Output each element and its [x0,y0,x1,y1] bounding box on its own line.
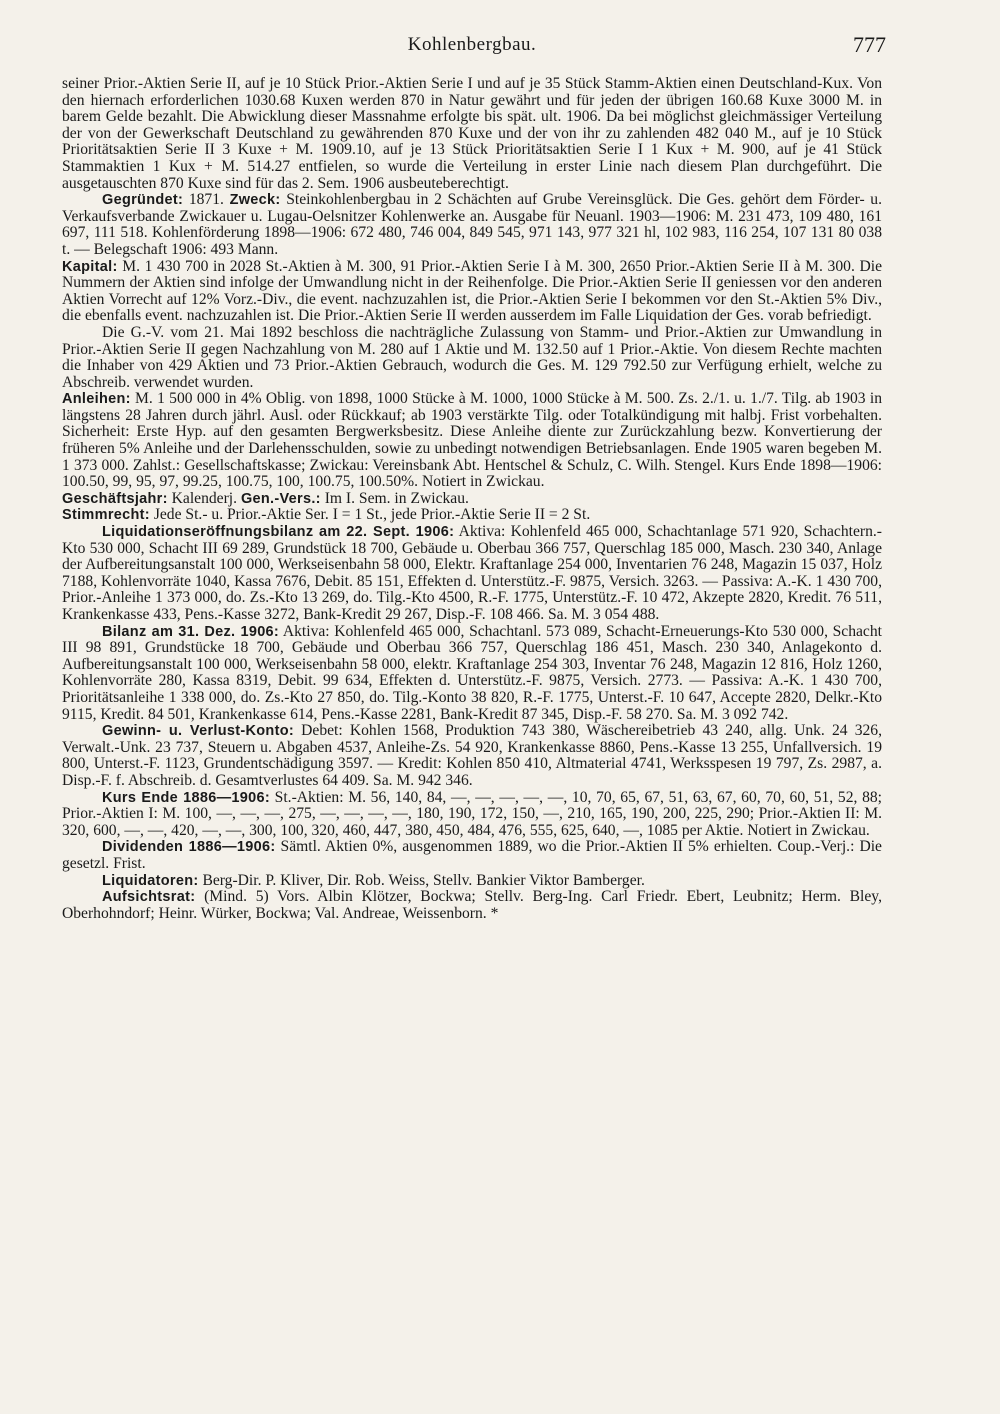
paragraph-text: Kalenderj. [171,489,241,507]
paragraph-geschaeftsjahr [62,491,882,508]
paragraph-liquidatoren [62,873,882,890]
paragraph-text: Sämtl. Aktien 0%, ausgenommen 1889, wo die Prior.-Aktien II 5% erhielten. Coup.-Verj.: Die gesetzl. Frist. [62,838,882,872]
paragraph-bilanz [62,624,882,724]
paragraph-text: Die G.-V. vom 21. Mai 1892 beschloss die nachträgliche Zulassung von Stamm- und Prior.-Aktien zur Umwandlung in Prior.-Aktien Serie II gegen Nachzahlung von M. 280 auf 1 Aktie und M. 132.50 auf 1 Prior.-Aktie. Von diesem Rechte machten die Inhaber von 429 Aktien und 73 Prior.-Aktien Gebrauch, wodurch die Ges. M. 129 792.50 zur Verfügung erhielt, welche zu Abschreib. verwendet wurden. [62,323,882,391]
label-liquidationsbilanz: Liquidationseröffnungsbilanz am 22. Sept. 1906: [102,524,455,541]
paragraph-aufsichtsrat [62,889,882,922]
paragraph-text: Aktiva: Kohlenfeld 465 000, Schachtanl. 573 089, Schacht-Erneuerungs-Kto 530 000, Schacht III 98 891, Grundstücke 18 700, Gebäude und Oberbau 366 757, Querschlag 186 451, Masch. 230 340, Anlagekonto d. Aufbereitungsanstalt 100 000, Werkseisenbahn 58 000, elektr. Kraftanlage 254 303, Inventar 76 248, Magazin 12 816, Holz 1260, Kohlenvorräte 280, Kassa 8319, Debit. 99 634, Effekten d. Unterstütz.-F. 9875, Versich. 2773. — Passiva: A.-K. 1 430 700, Prioritätsanleihe 1 338 000, do. Zs.-Kto 27 850, do. Tilg.-Konto 38 820, R.-F. 1775, Unterst.-F. 10 647, Accepte 2820, Delkr.-Kto 9115, Kredit. 84 501, Krankenkasse 614, Pens.-Kasse 2281, Bank-Kredit 87 345, Disp.-F. 58 270. Sa. M. 3 092 742. [62,622,882,723]
label-dividenden: Dividenden 1886—1906: [102,839,276,856]
label-gen-vers: Gen.-Vers.: [240,490,321,507]
paragraph-gv [62,325,882,391]
label-anleihen: Anleihen: [62,391,131,408]
paragraph-gewinn-verlust [62,723,882,789]
page-header [62,28,886,76]
paragraph-dividenden [62,839,882,872]
paragraph-liquidationsbilanz [62,524,882,624]
label-liquidatoren: Liquidatoren: [102,872,199,889]
paragraph-text: 1871. [188,191,230,209]
paragraph-text: Debet: Kohlen 1568, Produktion 743 380, Wäschereibetrieb 43 240, allg. Unk. 24 326, Verwalt.-Unk. 23 737, Steuern u. Abgaben 4537, Anleihe-Zs. 54 920, Krankenkasse 8860, Pens.-Kasse 13 255, Unfallversich. 19 800, Unterst.-F. 1123, Grundentschädigung 3597. — Kredit: Kohlen 850 410, Altmaterial 4741, Werksspesen 19 797, Zs. 2987, a. Disp.-F. f. Abschreib. d. Gesamtverlustes 64 409. Sa. M. 942 346. [62,722,882,789]
page-number: 777 [853,32,886,57]
paragraph-text: (Mind. 5) Vors. Albin Klötzer, Bockwa; Stellv. Berg-Ing. Carl Friedr. Ebert, Leubnitz; Herm. Bley, Oberhohndorf; Heinr. Würker, Bockwa; Val. Andreae, Weissenborn. * [62,888,882,922]
paragraph-kurs [62,790,882,840]
label-bilanz: Bilanz am 31. Dez. 1906: [102,623,280,640]
label-gegruendet: Gegründet: [102,192,184,209]
label-aufsichtsrat: Aufsichtsrat: [102,889,196,906]
label-geschaeftsjahr: Geschäftsjahr: [62,490,168,507]
paragraph-text: M. 1 430 700 in 2028 St.-Aktien à M. 300, 91 Prior.-Aktien Serie I à M. 300, 2650 Prior.-Aktien Serie II à M. 300. Die Nummern der Aktien sind infolge der Umwandlung nicht in der Reihenfolge. Die Prior.-Aktien Serie II geniessen vor den anderen Aktien Vorrecht auf 12% Vorz.-Div., die event. nachzuzahlen ist, die Prior.-Aktien Serie I bekommen vor den St.-Aktien 5% Div., die ebenfalls event. nachzuzahlen ist. Die Prior.-Aktien Serie II werden ausserdem im Falle Liquidation der Ges. vorab befriedigt. [62,257,882,325]
paragraph-text: M. 1 500 000 in 4% Oblig. von 1898, 1000 Stücke à M. 1000, 1000 Stücke à M. 500. Zs. 2./1. u. 1./7. Tilg. ab 1903 in längstens 28 Jahren durch jährl. Ausl. oder Rückkauf; ab 1903 verstärkte Tilg. oder Totalkündigung mit halbj. Frist vorbehalten. Sicherheit: Erste Hyp. auf den gesamten Bergwerksbesitz. Diese Anleihe diente zur Zurückzahlung bezw. Konvertierung der früheren 5% Anleihe und der Darlehensschulden, sowie zu unbedingt notwendigen Betriebsanlagen. Ende 1905 waren begeben M. 1 373 000. Zahlst.: Gesellschaftskasse; Zwickau: Vereinsbank Abt. Hentschel & Schulz, C. Wilh. Stengel. Kurs Ende 1898—1906: 100.50, 99, 95, 97, 99.25, 100.75, 100, 100.75, 100.50%. Notiert in Zwickau. [62,390,882,491]
running-head: Kohlenbergbau. [407,34,537,55]
label-zweck: Zweck: [229,192,281,209]
label-stimmrecht: Stimmrecht: [62,507,150,524]
body-text [62,76,882,922]
paragraph-stimmrecht [62,507,882,524]
paragraph-text: St.-Aktien: M. 56, 140, 84, —, —, —, —, —, 10, 70, 65, 67, 51, 63, 67, 60, 70, 60, 51, 52, 88; Prior.-Aktien I: M. 100, —, —, —, 275, —, —, —, —, 180, 190, 172, 150, —, 210, 165, 190, 200, 225, 290; Prior.-Aktien II: M. 320, 600, —, —, 420, —, —, 300, 100, 320, 460, 447, 380, 450, 484, 476, 555, 625, 640, —, 1085 per Aktie. Notiert in Zwickau. [62,788,883,839]
paragraph-text: seiner Prior.-Aktien Serie II, auf je 10 Stück Prior.-Aktien Serie I und auf je 35 Stück Stamm-Aktien einen Deutschland-Kux. Von den hiernach erforderlichen 1030.68 Kuxen werden 870 in Natur gewährt und für jeden der übrigen 160.68 Kuxe 3000 M. in barem Gelde bezahlt. Die Abwicklung dieser Massnahme erfolgte bis spät. ult. 1906. Da bei möglichst gleichmässiger Verteilung der von der Gewerkschaft Deutschland zu gewährenden 870 Kuxe und der von ihr zu zahlenden 482 040 M., auf je 10 Stück Prioritätsaktien Serie II 3 Kuxe + M. 1909.10, auf je 13 Stück Prioritätsaktien Serie I 1 Kux + M. 900, auf je 41 Stück Stammaktien 1 Kux + M. 514.27 entfielen, so wurde die Verteilung in erster Linie nach diesem Plan durchgeführt. Die ausgetauschten 870 Kuxe sind für das 2. Sem. 1906 ausbeuteberechtigt. [62,75,882,192]
paragraph-text: Aktiva: Kohlenfeld 465 000, Schachtanlage 571 920, Schachtern.-Kto 530 000, Schacht III 69 289, Grundstück 18 700, Gebäude u. Oberbau 366 757, Querschlag 185 000, Masch. 230 340, Anlage der Aufbereitungsanstalt 100 000, Werkseisenbahn 58 000, Elektr. Kraftanlage 254 000, Inventarien 76 248, Magazin 15 037, Holz 7188, Kohlenvorräte 1040, Kassa 7676, Debit. 85 151, Effekten d. Unterstütz.-F. 9875, Versich. 3263. — Passiva: A.-K. 1 430 700, Prior.-Anleihe 1 373 000, do. Zs.-Kto 13 269, do. Tilg.-Kto 4500, R.-F. 1775, Unterstütz.-F. 10 472, Akzepte 2820, Kredit. 76 511, Krankenkasse 433, Pens.-Kasse 3272, Bank-Kredit 29 267, Disp.-F. 108 466. Sa. M. 3 054 488. [62,523,882,623]
paragraph-text: Berg-Dir. P. Kliver, Dir. Rob. Weiss, Stellv. Bankier Viktor Bamberger. [202,871,645,889]
paragraph-text: Im I. Sem. in Zwickau. [324,489,469,507]
paragraph-text: Steinkohlenbergbau in 2 Schächten auf Grube Vereinsglück. Die Ges. gehört dem Förder- u. Verkaufsverbande Zwickauer u. Lugau-Oelsnitzer Kohlenwerke an. Ausgabe für Neuanl. 1903—1906: M. 231 473, 109 480, 161 697, 111 518. Kohlenförderung 1898—1906: 672 480, 746 004, 849 545, 971 143, 977 321 hl, 102 983, 116 254, 107 131 80 038 t. — Belegschaft 1906: 493 Mann. [62,191,882,258]
paragraph-intro [62,76,882,192]
label-gewinn-verlust: Gewinn- u. Verlust-Konto: [102,723,295,740]
paragraph-anleihen [62,391,882,491]
paragraph-gegruendet [62,192,882,258]
paragraph-kapital [62,259,882,325]
label-kurs: Kurs Ende 1886—1906: [102,789,270,806]
label-kapital: Kapital: [62,258,118,275]
paragraph-text: Jede St.- u. Prior.-Aktie Ser. I = 1 St., jede Prior.-Aktie Serie II = 2 St. [153,506,591,524]
